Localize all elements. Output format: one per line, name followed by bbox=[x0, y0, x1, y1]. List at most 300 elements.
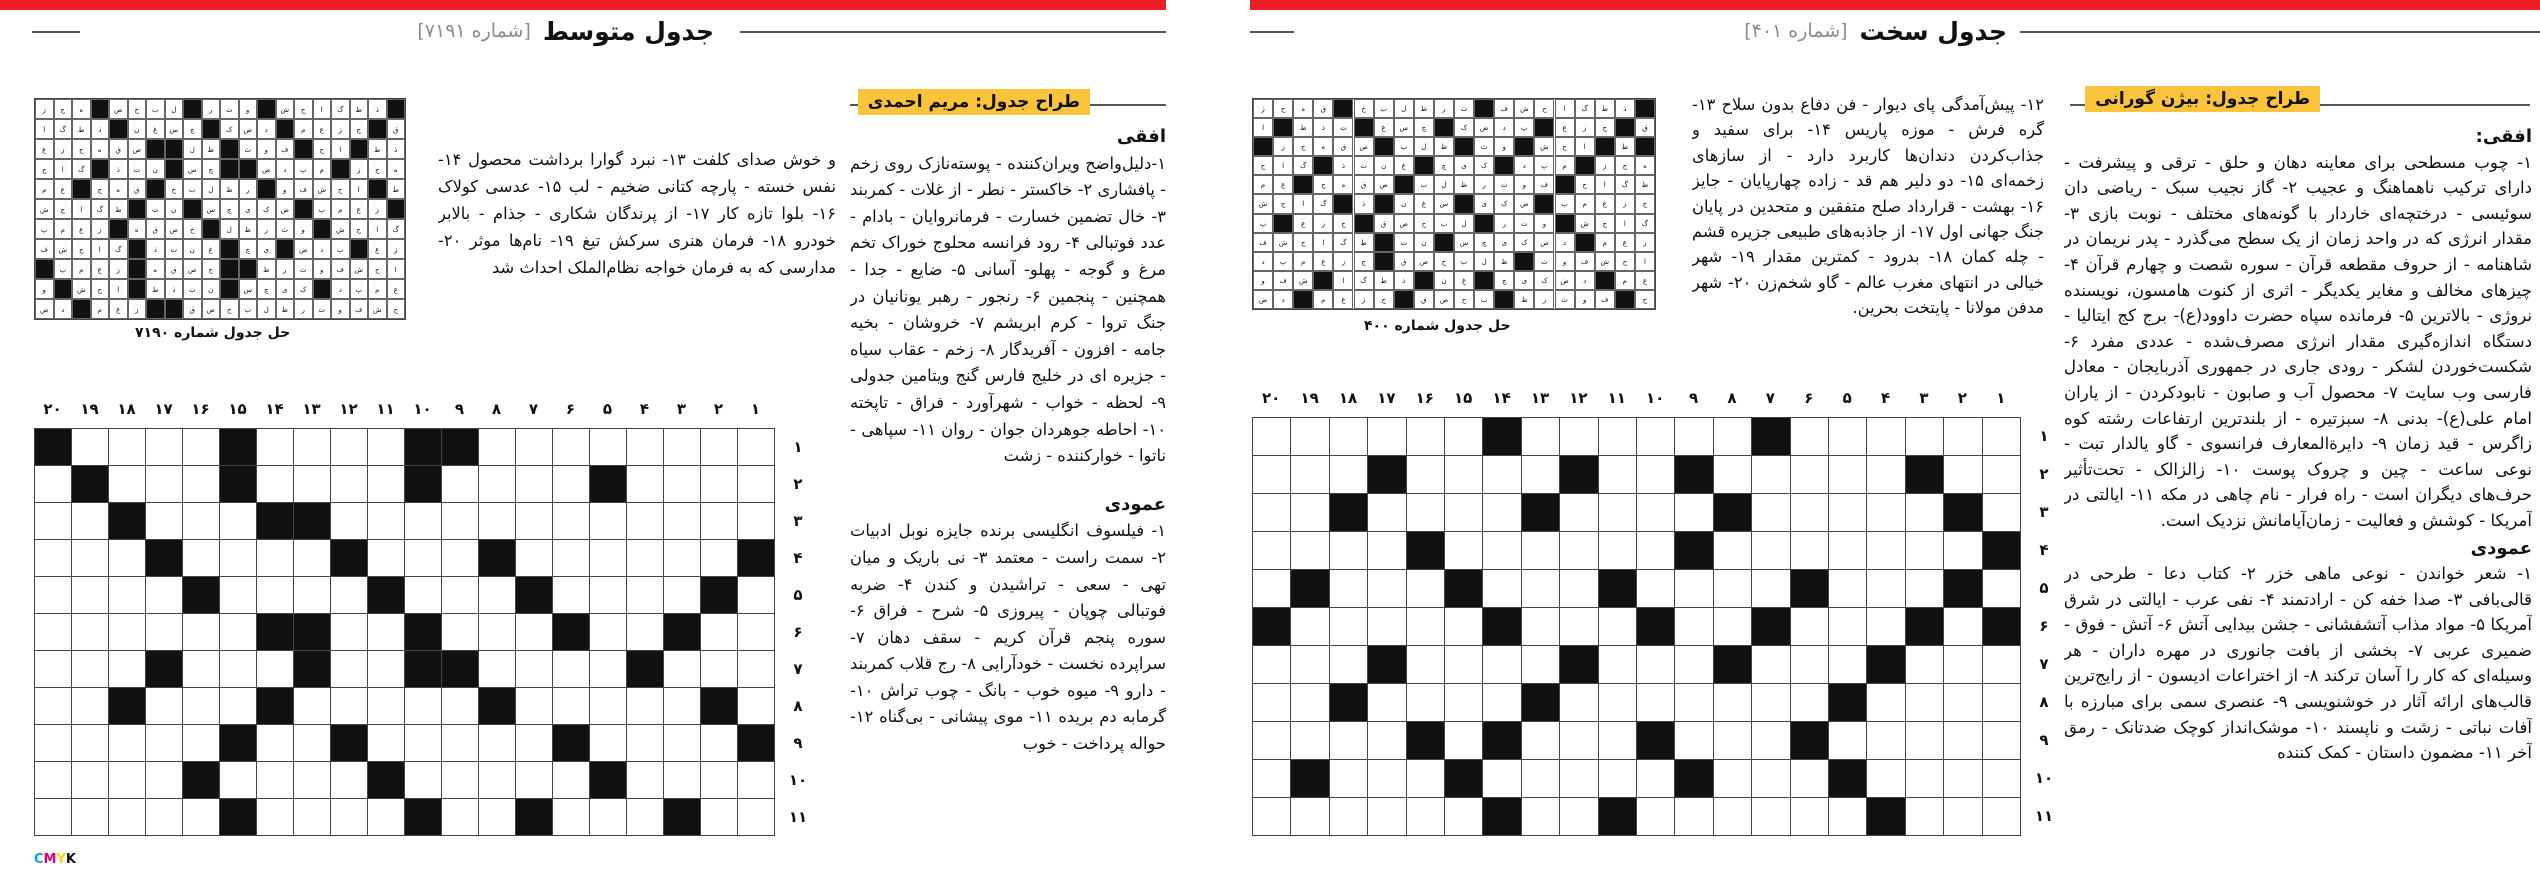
solution-cell: ص bbox=[1374, 175, 1394, 194]
grid-cell bbox=[1905, 493, 1944, 532]
solution-cell: خ bbox=[165, 179, 184, 199]
grid-cell bbox=[441, 428, 479, 466]
solution-cell: ط bbox=[387, 179, 406, 199]
solution-cell: ل bbox=[1454, 214, 1474, 233]
solution-cell: ذ bbox=[1394, 271, 1414, 290]
grid-cell bbox=[1982, 531, 2021, 570]
grid-cell bbox=[256, 613, 294, 651]
right-across-heading: افقی: bbox=[2475, 126, 2532, 147]
solution-cell: ا bbox=[1313, 233, 1333, 252]
grid-column-number: ۴ bbox=[639, 400, 650, 418]
solution-cell: ط bbox=[1635, 175, 1655, 194]
solution-cell: ح bbox=[1595, 214, 1615, 233]
solution-cell bbox=[1333, 99, 1353, 118]
grid-cell bbox=[552, 539, 590, 577]
solution-cell: ا bbox=[350, 179, 369, 199]
solution-cell: ه bbox=[1313, 137, 1333, 156]
grid-cell bbox=[71, 539, 109, 577]
solution-cell: ی bbox=[1514, 271, 1534, 290]
solution-cell: ث bbox=[1555, 290, 1575, 309]
solution-cell: س bbox=[183, 159, 202, 179]
solution-cell bbox=[1414, 156, 1434, 175]
grid-cell bbox=[1866, 683, 1905, 722]
grid-cell bbox=[1521, 493, 1560, 532]
solution-cell: پ bbox=[1273, 252, 1293, 271]
grid-cell bbox=[404, 724, 442, 762]
grid-cell bbox=[34, 687, 72, 725]
grid-cell bbox=[367, 539, 405, 577]
solution-cell bbox=[257, 179, 276, 199]
grid-cell bbox=[1329, 417, 1368, 456]
solution-cell: ش bbox=[54, 239, 73, 259]
solution-cell: ن bbox=[1374, 156, 1394, 175]
solution-cell: د bbox=[257, 119, 276, 139]
solution-cell: ذ bbox=[368, 99, 387, 119]
grid-cell bbox=[1521, 417, 1560, 456]
solution-cell: ف bbox=[1595, 290, 1615, 309]
solution-cell: ض bbox=[276, 199, 295, 219]
solution-cell: و bbox=[1253, 271, 1273, 290]
grid-column-number: ۱۳ bbox=[302, 400, 321, 418]
grid-cell bbox=[1329, 797, 1368, 836]
grid-cell bbox=[1674, 531, 1713, 570]
grid-column-number: ۲ bbox=[1957, 389, 1967, 407]
grid-column-number: ۱۶ bbox=[191, 400, 210, 418]
solution-cell: ش bbox=[331, 219, 350, 239]
grid-cell bbox=[737, 502, 775, 540]
grid-cell bbox=[1713, 759, 1752, 798]
solution-cell: ب bbox=[183, 179, 202, 199]
grid-cell bbox=[737, 724, 775, 762]
solution-cell: ج bbox=[91, 179, 110, 199]
grid-cell bbox=[1598, 683, 1637, 722]
solution-cell: ا bbox=[331, 139, 350, 159]
grid-cell bbox=[1982, 759, 2021, 798]
grid-cell bbox=[1751, 607, 1790, 646]
solution-cell: ج bbox=[368, 159, 387, 179]
solution-cell: ن bbox=[1414, 233, 1434, 252]
solution-cell: ر bbox=[1474, 175, 1494, 194]
grid-cell bbox=[330, 613, 368, 651]
solution-cell: ع bbox=[72, 219, 91, 239]
grid-cell bbox=[441, 465, 479, 503]
grid-cell bbox=[1406, 683, 1445, 722]
grid-cell bbox=[700, 539, 738, 577]
grid-cell bbox=[1828, 493, 1867, 532]
solution-cell: ل bbox=[257, 299, 276, 319]
grid-cell bbox=[330, 428, 368, 466]
grid-cell bbox=[1444, 569, 1483, 608]
grid-row-number: ۳ bbox=[2039, 503, 2049, 521]
solution-cell: ط bbox=[72, 119, 91, 139]
grid-cell bbox=[1636, 645, 1675, 684]
left-header bbox=[417, 14, 714, 48]
grid-cell bbox=[1790, 455, 1829, 494]
grid-cell bbox=[1636, 455, 1675, 494]
solution-cell: گ bbox=[1293, 156, 1313, 175]
solution-cell: ز bbox=[387, 239, 406, 259]
solution-cell: ا bbox=[1293, 194, 1313, 213]
grid-cell bbox=[700, 428, 738, 466]
grid-cell bbox=[1982, 607, 2021, 646]
grid-cell bbox=[1790, 493, 1829, 532]
solution-cell bbox=[91, 159, 110, 179]
solution-cell: ض bbox=[294, 239, 313, 259]
solution-cell: ز bbox=[1615, 194, 1635, 213]
grid-cell bbox=[1598, 645, 1637, 684]
solution-cell: ا bbox=[35, 119, 54, 139]
solution-cell bbox=[350, 139, 369, 159]
grid-cell bbox=[1559, 455, 1598, 494]
grid-column-number: ۷ bbox=[1765, 389, 1775, 407]
grid-cell bbox=[1751, 531, 1790, 570]
grid-cell bbox=[737, 428, 775, 466]
grid-cell bbox=[34, 724, 72, 762]
grid-cell bbox=[1329, 531, 1368, 570]
solution-cell: م bbox=[1253, 175, 1273, 194]
grid-cell bbox=[404, 465, 442, 503]
grid-cell bbox=[626, 650, 664, 688]
solution-cell: پ bbox=[1253, 214, 1273, 233]
solution-cell: ا bbox=[387, 259, 406, 279]
right-page-title: جدول سخت bbox=[1859, 16, 2007, 46]
grid-cell bbox=[589, 724, 627, 762]
grid-cell bbox=[589, 798, 627, 836]
solution-cell bbox=[239, 159, 258, 179]
solution-cell bbox=[1374, 252, 1394, 271]
solution-cell: ا bbox=[1273, 156, 1293, 175]
grid-cell bbox=[478, 650, 516, 688]
grid-cell bbox=[219, 650, 257, 688]
grid-cell bbox=[1828, 645, 1867, 684]
grid-cell bbox=[1982, 569, 2021, 608]
grid-cell bbox=[1367, 493, 1406, 532]
grid-column-number: ۱۸ bbox=[117, 400, 136, 418]
grid-cell bbox=[145, 428, 183, 466]
grid-cell bbox=[182, 798, 220, 836]
solution-cell: ذ bbox=[1333, 156, 1353, 175]
solution-cell bbox=[35, 259, 54, 279]
grid-cell bbox=[1982, 455, 2021, 494]
grid-row-number: ۳ bbox=[793, 511, 803, 530]
right-header bbox=[1744, 14, 2007, 48]
solution-cell bbox=[257, 99, 276, 119]
grid-cell bbox=[663, 687, 701, 725]
grid-cell bbox=[1482, 569, 1521, 608]
solution-cell bbox=[1514, 137, 1534, 156]
solution-cell: ش bbox=[350, 259, 369, 279]
solution-cell: ث bbox=[1514, 214, 1534, 233]
solution-cell: ک bbox=[1534, 271, 1554, 290]
grid-cell bbox=[1943, 531, 1982, 570]
grid-cell bbox=[1790, 569, 1829, 608]
solution-cell: م bbox=[294, 119, 313, 139]
grid-column-number: ۱۲ bbox=[339, 400, 358, 418]
solution-cell bbox=[165, 159, 184, 179]
solution-cell: ک bbox=[1474, 156, 1494, 175]
grid-cell bbox=[478, 502, 516, 540]
grid-row-number: ۵ bbox=[2039, 579, 2049, 597]
solution-cell bbox=[368, 119, 387, 139]
solution-cell: ض bbox=[1474, 118, 1494, 137]
grid-cell bbox=[404, 798, 442, 836]
solution-cell: ن bbox=[128, 119, 147, 139]
grid-cell bbox=[1866, 531, 1905, 570]
solution-cell bbox=[1434, 118, 1454, 137]
grid-column-number: ۵ bbox=[1842, 389, 1852, 407]
solution-cell: ب bbox=[239, 299, 258, 319]
grid-cell bbox=[626, 539, 664, 577]
grid-cell bbox=[145, 798, 183, 836]
grid-cell bbox=[515, 576, 553, 614]
grid-cell bbox=[34, 761, 72, 799]
left-down-clues: ۱- فیلسوف انگلیسی برنده جایزه نوبل ادبیات ۲- سمت راست - معتمد ۳- نی باریک و میان تهی - سعی - تراشیدن و کندن ۴- ضربه فوتبالی چوپان - پیروزی ۵- شرح - فراق ۶- سوره پنجم قرآن کریم - سقف دهان ۷- سراپرده نخست - خودآرایی ۸- رج قلاب کمربند - دارو ۹- میوه خوب - بانگ - چوب تراش ۱۰- گرمابه دم بریده ۱۱- موی پیشانی - بی‌گناه ۱۲- حواله پرداخت - خوب bbox=[850, 521, 1166, 754]
solution-cell bbox=[239, 259, 258, 279]
grid-cell bbox=[404, 539, 442, 577]
grid-cell bbox=[478, 576, 516, 614]
grid-cell bbox=[1713, 455, 1752, 494]
grid-cell bbox=[256, 576, 294, 614]
grid-cell bbox=[700, 465, 738, 503]
left-issue-number: [شماره ۷۱۹۱] bbox=[417, 20, 531, 42]
solution-cell: م bbox=[91, 299, 110, 319]
solution-cell bbox=[1494, 156, 1514, 175]
right-down-clues: ۱- شعر خواندن - نوعی ماهی خزر ۲- کتاب دعا - طرحی در قالی‌بافی ۳- صدا خفه کن - ارادتمند ۴- نفی عرب - ایالتی در شرق آمریکا ۵- مواد مذاب آتشفشانی - جشن بیدایی آتش ۶- آتش - فوق - ضمیری عربی ۷- بخشی از بافت جانوری در مهره داران - هر وسیله‌ای که کار را آسان ترکند ۸- از اختراعات ادیسون - از رایج‌ترین قالب‌های ارائه آثار در خوشنویسی ۹- عنصری سمی برای مبارزه با آفات نباتی - زشت و ناپسند ۱۰- موشک‌انداز کوچک ضدتانک - رمق آخر ۱۱- مضمون داستان - کمک کننده bbox=[2064, 564, 2532, 763]
solution-cell: ز bbox=[109, 259, 128, 279]
grid-cell bbox=[1828, 721, 1867, 760]
solution-cell: ج bbox=[350, 119, 369, 139]
grid-cell bbox=[1406, 721, 1445, 760]
grid-cell bbox=[108, 761, 146, 799]
solution-cell: ش bbox=[368, 299, 387, 319]
grid-cell bbox=[71, 613, 109, 651]
grid-cell bbox=[1290, 417, 1329, 456]
grid-cell bbox=[293, 724, 331, 762]
grid-cell bbox=[1252, 797, 1291, 836]
left-overflow-clues bbox=[438, 146, 836, 336]
solution-cell: ح bbox=[91, 279, 110, 299]
grid-cell bbox=[1406, 759, 1445, 798]
solution-cell: ح bbox=[1534, 99, 1554, 118]
grid-column-number: ۱۲ bbox=[1569, 389, 1588, 407]
solution-cell bbox=[1474, 214, 1494, 233]
solution-cell: ل bbox=[1414, 137, 1434, 156]
grid-cell bbox=[1674, 417, 1713, 456]
grid-cell bbox=[1598, 531, 1637, 570]
solution-cell: گ bbox=[1333, 233, 1353, 252]
grid-cell bbox=[71, 502, 109, 540]
solution-cell bbox=[1273, 214, 1293, 233]
solution-cell: ذ bbox=[165, 279, 184, 299]
solution-cell: ظ bbox=[220, 179, 239, 199]
solution-cell: ا bbox=[109, 279, 128, 299]
grid-cell bbox=[1790, 417, 1829, 456]
cmyk-mark bbox=[34, 852, 76, 867]
grid-cell bbox=[71, 650, 109, 688]
grid-column-number: ۱ bbox=[750, 400, 761, 418]
grid-cell bbox=[1252, 645, 1291, 684]
solution-cell: ف bbox=[276, 139, 295, 159]
solution-cell bbox=[183, 99, 202, 119]
grid-column-number: ۲ bbox=[713, 400, 724, 418]
solution-cell bbox=[1394, 175, 1414, 194]
solution-cell: گ bbox=[1635, 214, 1655, 233]
solution-cell: ز bbox=[1575, 118, 1595, 137]
grid-cell bbox=[1866, 721, 1905, 760]
grid-cell bbox=[1828, 797, 1867, 836]
solution-cell: چ bbox=[1414, 118, 1434, 137]
grid-cell bbox=[293, 502, 331, 540]
grid-cell bbox=[293, 798, 331, 836]
grid-cell bbox=[108, 613, 146, 651]
solution-cell: ث bbox=[294, 259, 313, 279]
solution-cell: ر bbox=[239, 179, 258, 199]
grid-cell bbox=[145, 576, 183, 614]
solution-cell: ض bbox=[1253, 290, 1273, 309]
grid-cell bbox=[219, 539, 257, 577]
solution-cell: ح bbox=[368, 259, 387, 279]
solution-cell bbox=[1474, 271, 1494, 290]
grid-column-number: ۱۷ bbox=[154, 400, 173, 418]
solution-cell: ی bbox=[1474, 194, 1494, 213]
grid-cell bbox=[34, 613, 72, 651]
solution-cell: ط bbox=[109, 199, 128, 219]
solution-cell: ح bbox=[1273, 194, 1293, 213]
grid-cell bbox=[1713, 797, 1752, 836]
grid-cell bbox=[71, 576, 109, 614]
grid-cell bbox=[330, 539, 368, 577]
solution-cell: ج bbox=[1293, 137, 1313, 156]
solution-cell: ح bbox=[331, 179, 350, 199]
grid-cell bbox=[219, 613, 257, 651]
solution-cell: م bbox=[1595, 233, 1615, 252]
solution-cell: ب bbox=[146, 99, 165, 119]
solution-cell: ک bbox=[1494, 194, 1514, 213]
grid-cell bbox=[1828, 607, 1867, 646]
solution-cell: ن bbox=[1394, 194, 1414, 213]
grid-cell bbox=[1252, 683, 1291, 722]
grid-cell bbox=[1598, 455, 1637, 494]
solution-cell: ج bbox=[1354, 252, 1374, 271]
solution-cell: ح bbox=[1555, 137, 1575, 156]
grid-cell bbox=[1521, 455, 1560, 494]
left-crossword-grid bbox=[34, 400, 808, 835]
solution-cell: گ bbox=[387, 219, 406, 239]
solution-cell bbox=[1494, 290, 1514, 309]
solution-cell: ل bbox=[220, 219, 239, 239]
grid-cell bbox=[626, 761, 664, 799]
solution-cell: ز bbox=[331, 119, 350, 139]
solution-cell bbox=[294, 199, 313, 219]
solution-cell: ح bbox=[1635, 290, 1655, 309]
solution-cell: ق bbox=[183, 299, 202, 319]
solution-cell: م bbox=[368, 279, 387, 299]
grid-column-number: ۱۹ bbox=[1300, 389, 1319, 407]
solution-cell: چ bbox=[1494, 271, 1514, 290]
solution-cell: ع bbox=[1555, 118, 1575, 137]
grid-cell bbox=[293, 650, 331, 688]
grid-cell bbox=[1790, 683, 1829, 722]
solution-cell: ز bbox=[1333, 252, 1353, 271]
grid-cell bbox=[1905, 531, 1944, 570]
grid-cell bbox=[1982, 493, 2021, 532]
grid-cell bbox=[515, 650, 553, 688]
left-top-bar bbox=[0, 0, 1166, 10]
grid-cell bbox=[1866, 645, 1905, 684]
solution-cell: ع bbox=[1333, 290, 1353, 309]
grid-cell bbox=[1290, 797, 1329, 836]
grid-column-number: ۱۱ bbox=[376, 400, 395, 418]
solution-cell: س bbox=[1454, 233, 1474, 252]
solution-cell: خ bbox=[220, 299, 239, 319]
solution-cell: ک bbox=[220, 119, 239, 139]
grid-cell bbox=[1828, 683, 1867, 722]
left-header-rule-left bbox=[32, 31, 80, 33]
solution-cell: ض bbox=[1555, 271, 1575, 290]
solution-cell: ص bbox=[202, 299, 221, 319]
right-crossword-grid bbox=[1252, 389, 2054, 835]
solution-cell: ذ bbox=[91, 119, 110, 139]
solution-cell: ت bbox=[1333, 118, 1353, 137]
solution-cell: غ bbox=[1454, 271, 1474, 290]
grid-row-number: ۹ bbox=[2039, 731, 2049, 749]
grid-cell bbox=[145, 724, 183, 762]
grid-cell bbox=[1713, 683, 1752, 722]
solution-cell: خ bbox=[1454, 290, 1474, 309]
grid-cell bbox=[367, 687, 405, 725]
right-solution-grid bbox=[1252, 98, 1656, 310]
solution-cell: چ bbox=[239, 239, 258, 259]
solution-cell bbox=[165, 299, 184, 319]
grid-cell bbox=[515, 724, 553, 762]
grid-cell bbox=[1598, 721, 1637, 760]
grid-cell bbox=[441, 798, 479, 836]
grid-cell bbox=[1636, 569, 1675, 608]
solution-cell: ط bbox=[1374, 271, 1394, 290]
solution-cell bbox=[220, 279, 239, 299]
grid-cell bbox=[1982, 417, 2021, 456]
solution-cell: د bbox=[1555, 233, 1575, 252]
grid-cell bbox=[145, 687, 183, 725]
solution-cell bbox=[368, 179, 387, 199]
grid-cell bbox=[367, 576, 405, 614]
solution-cell: گ bbox=[1615, 175, 1635, 194]
grid-row-number: ۱ bbox=[2039, 427, 2049, 445]
solution-cell: م bbox=[1555, 156, 1575, 175]
grid-cell bbox=[1905, 607, 1944, 646]
grid-cell bbox=[1444, 683, 1483, 722]
grid-cell bbox=[108, 502, 146, 540]
grid-cell bbox=[626, 576, 664, 614]
grid-cell bbox=[71, 761, 109, 799]
solution-cell: ق bbox=[1394, 252, 1414, 271]
grid-cell bbox=[34, 650, 72, 688]
grid-cell bbox=[1444, 797, 1483, 836]
solution-cell: ف bbox=[1273, 271, 1293, 290]
grid-cell bbox=[1713, 607, 1752, 646]
grid-cell bbox=[1329, 683, 1368, 722]
solution-cell: م bbox=[72, 259, 91, 279]
grid-cell bbox=[589, 428, 627, 466]
grid-cell bbox=[589, 761, 627, 799]
solution-cell: ش bbox=[35, 199, 54, 219]
solution-cell: ف bbox=[35, 239, 54, 259]
solution-cell: ع bbox=[1293, 214, 1313, 233]
grid-cell bbox=[1713, 645, 1752, 684]
solution-cell: گ bbox=[54, 119, 73, 139]
solution-cell: ح bbox=[1253, 156, 1273, 175]
grid-cell bbox=[1559, 531, 1598, 570]
